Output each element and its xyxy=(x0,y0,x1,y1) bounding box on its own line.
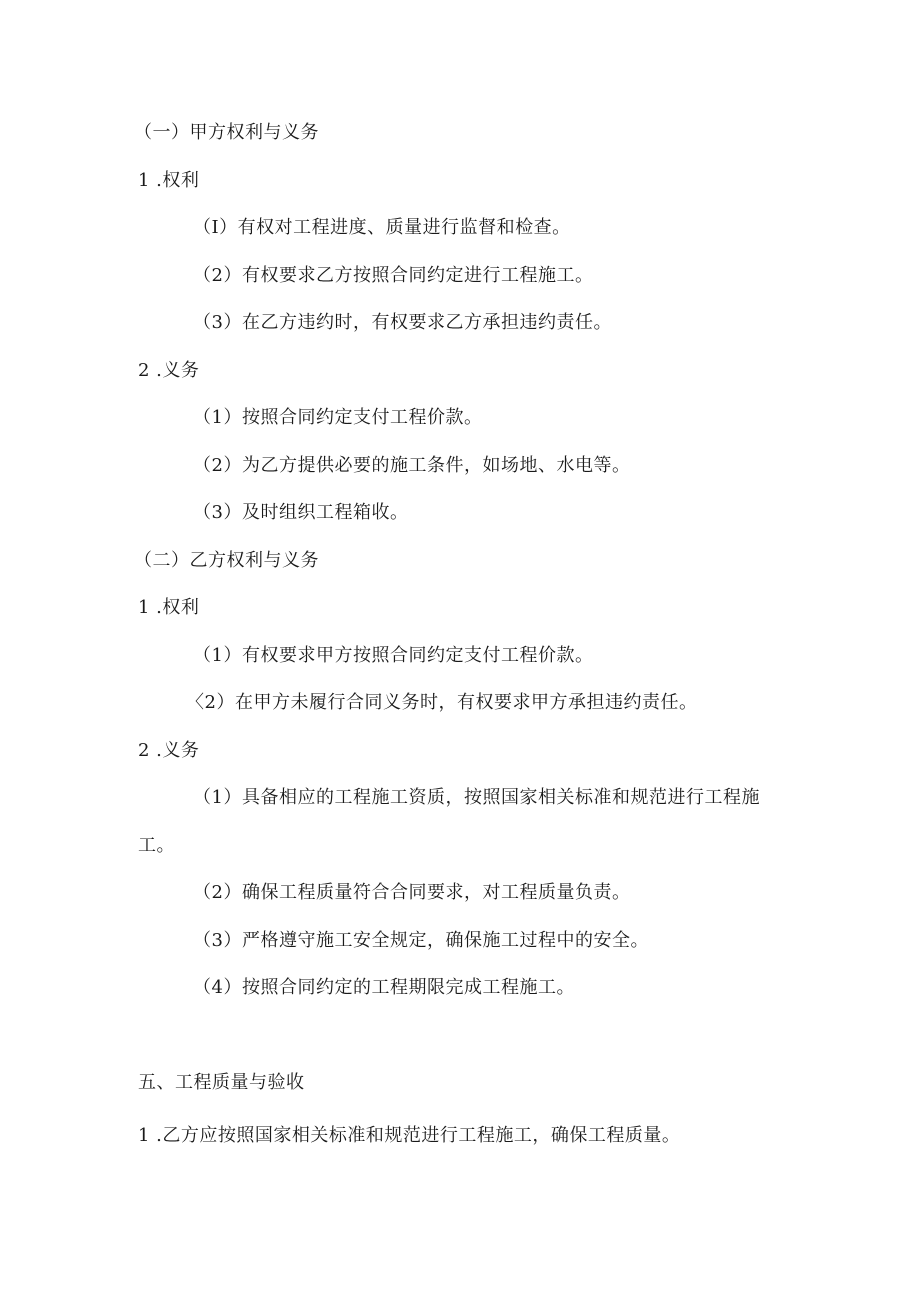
list-item-continuation: 工。 xyxy=(138,835,175,856)
list-item: （4）按照合同约定的工程期限完成工程施工。 xyxy=(193,977,575,998)
list-item: （1）具备相应的工程施工资质，按照国家相关标准和规范进行工程施 xyxy=(193,787,760,808)
item-heading-rights: 1 .权利 xyxy=(138,597,200,618)
paragraph: 1 .乙方应按照国家相关标准和规范进行工程施工，确保工程质量。 xyxy=(138,1125,681,1146)
chapter-heading-quality: 五、工程质量与验收 xyxy=(138,1072,305,1093)
list-item: （2）为乙方提供必要的施工条件，如场地、水电等。 xyxy=(193,455,631,476)
item-heading-obligations: 2 .义务 xyxy=(138,360,200,381)
list-item: （I）有权对工程进度、质量进行监督和检查。 xyxy=(193,217,571,238)
list-item: （2）确保工程质量符合合同要求，对工程质量负责。 xyxy=(193,882,631,903)
list-item: （1）有权要求甲方按照合同约定支付工程价款。 xyxy=(193,645,594,666)
item-heading-obligations: 2 .义务 xyxy=(138,740,200,761)
section-heading-party-a: （一）甲方权利与义务 xyxy=(134,122,319,143)
item-heading-rights: 1 .权利 xyxy=(138,170,200,191)
list-item: （3）在乙方违约时，有权要求乙方承担违约责任。 xyxy=(193,312,612,333)
list-item: （2）有权要求乙方按照合同约定进行工程施工。 xyxy=(193,265,594,286)
section-heading-party-b: （二）乙方权利与义务 xyxy=(134,550,319,571)
list-item: 〈2）在甲方未履行合同义务时，有权要求甲方承担违约责任。 xyxy=(186,692,698,713)
list-item: （1）按照合同约定支付工程价款。 xyxy=(193,407,483,428)
list-item: （3）严格遵守施工安全规定，确保施工过程中的安全。 xyxy=(193,930,649,951)
list-item: （3）及时组织工程箱收。 xyxy=(193,502,409,523)
